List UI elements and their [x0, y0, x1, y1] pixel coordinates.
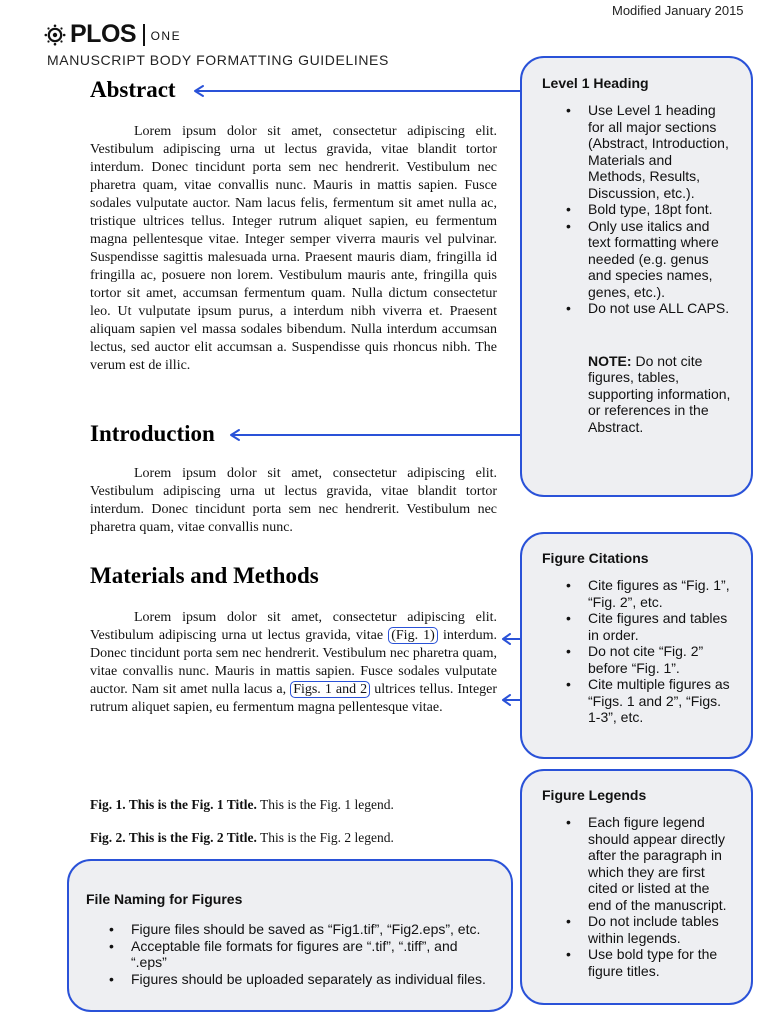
citations-list [566, 577, 731, 726]
list-item: • Figures should be uploaded separately as individual files. [109, 971, 494, 988]
abstract-paragraph: Lorem ipsum dolor sit amet, consectetur adipiscing elit. Vestibulum adipiscing urna ut lectus gravida, vitae blandit tortor interdum. Donec tincidunt porta sem nec hendrerit. Vestibulum nec pharetra quam, vitae convallis nunc. Mauris in mattis sapien. Fusce sodales vulputate auctor. Nam lacus felis, fermentum sit amet nulla ac, tristique ultrices tellus. Integer rutrum aliquet sapien, eu fermentum magna pellentesque vitae. Integer semper viverra mauris vel pulvinar. Suspendisse sagittis malesuada urna. Praesent mauris diam, fringilla id fringilla ac, posuere non lorem. Vestibulum mauris ante, fringilla quis tortor sit amet, accumsan fermentum quam. Nulla dictum consectetur leo. Ut vulputate ipsum purus, a interdum nibh viverra et. Praesent aliquam sapien vel massa sodales bibendum. Nulla interdum accumsan lectus, sed auctor elit accumsan a. Suspendisse quis rhoncus nibh. The verum est de illic. [90, 124, 497, 373]
introduction-heading: Introduction [90, 421, 215, 446]
legends-callout-title: Figure Legends [542, 787, 647, 803]
level1-heading-callout [520, 56, 753, 497]
note-text: Do not cite figures, tables, supporting information, or references in the Abstract. [588, 352, 731, 435]
logo-suffix: ONE [150, 29, 182, 43]
list-item: • Use Level 1 heading for all major sections (Abstract, Introduction, Materials and Methods, Results, Discussion, etc.). [566, 102, 731, 201]
methods-text-3: ultrices tellus. Integer rutrum aliquet sapien, eu fermentum magna pellentesque vitae. [90, 682, 498, 715]
methods-paragraph [90, 609, 497, 717]
list-item: • Use bold type for the figure titles. [566, 946, 731, 979]
list-item: • Do not use ALL CAPS. [566, 300, 731, 317]
figure-citations-callout [520, 532, 753, 759]
fig2-legend-text: This is the Fig. 2 legend. [260, 830, 394, 845]
fig1-legend [90, 797, 394, 813]
fig2-legend-title: Fig. 2. This is the Fig. 2 Title. [90, 830, 257, 845]
document-subtitle: MANUSCRIPT BODY FORMATTING GUIDELINES [47, 52, 389, 68]
list-item: • Each figure legend should appear directly after the paragraph in which they are first cited or listed at the end of the manuscript. [566, 814, 731, 913]
figure-legends-callout [520, 769, 753, 1005]
introduction-arrowhead [231, 430, 239, 440]
modified-date: Modified January 2015 [612, 3, 744, 18]
list-item: • Bold type, 18pt font. [566, 201, 731, 218]
plos-logo-icon [44, 24, 66, 46]
list-item: • Do not include tables within legends. [566, 913, 731, 946]
abstract-arrowhead [195, 86, 203, 96]
plos-logo [44, 20, 181, 49]
logo-divider [143, 24, 145, 46]
citations-callout-title: Figure Citations [542, 550, 649, 566]
level1-callout-title: Level 1 Heading [542, 75, 649, 91]
methods-text-2: interdum. Donec tincidunt porta sem nec hendrerit. Vestibulum nec pharetra quam, vitae convallis nunc. Mauris in mattis sapien. Fusce sodales vulputate auctor. Nam sit amet nulla lacus a, [90, 628, 498, 697]
file-naming-callout [67, 859, 513, 1012]
fig1-legend-title: Fig. 1. This is the Fig. 1 Title. [90, 797, 257, 812]
list-item: • Cite figures and tables in order. [566, 610, 731, 643]
list-item: • Cite figures as “Fig. 1”, “Fig. 2”, etc. [566, 577, 731, 610]
figs-cite-arrowhead [503, 695, 510, 705]
note-label: NOTE: [588, 352, 632, 369]
list-item: • Only use italics and text formatting where needed (e.g. genus and species names, genes, etc.). [566, 218, 731, 301]
fig1-legend-text: This is the Fig. 1 legend. [260, 797, 394, 812]
list-item: • Cite multiple figures as “Figs. 1 and 2”, “Figs. 1-3”, etc. [566, 676, 731, 726]
methods-text-1: Lorem ipsum dolor sit amet, consectetur adipiscing elit. Vestibulum adipiscing urna ut lectus gravida, vitae [90, 610, 497, 643]
list-item: • Do not cite “Fig. 2” before “Fig. 1”. [566, 643, 731, 676]
methods-heading: Materials and Methods [90, 563, 319, 588]
logo-text: PLOS [70, 20, 137, 48]
level1-list [566, 102, 731, 317]
fig1-cite-arrowhead [503, 634, 510, 644]
naming-callout-title: File Naming for Figures [86, 891, 243, 907]
figs-1-2-citation: Figs. 1 and 2 [290, 681, 370, 698]
legends-list [566, 814, 731, 979]
naming-list [109, 921, 494, 987]
fig1-citation: (Fig. 1) [388, 627, 438, 644]
level1-note [588, 353, 731, 436]
list-item: • Acceptable file formats for figures are “.tif”, “.tiff”, and “.eps” [109, 938, 494, 971]
abstract-heading: Abstract [90, 77, 176, 102]
list-item: • Figure files should be saved as “Fig1.tif”, “Fig2.eps”, etc. [109, 921, 494, 938]
introduction-paragraph: Lorem ipsum dolor sit amet, consectetur adipiscing elit. Vestibulum adipiscing urna ut lectus gravida, vitae blandit tortor interdum. Donec tincidunt porta sem nec hendrerit. Vestibulum nec pharetra quam, vitae convallis nunc. [90, 466, 497, 535]
fig2-legend [90, 830, 394, 846]
